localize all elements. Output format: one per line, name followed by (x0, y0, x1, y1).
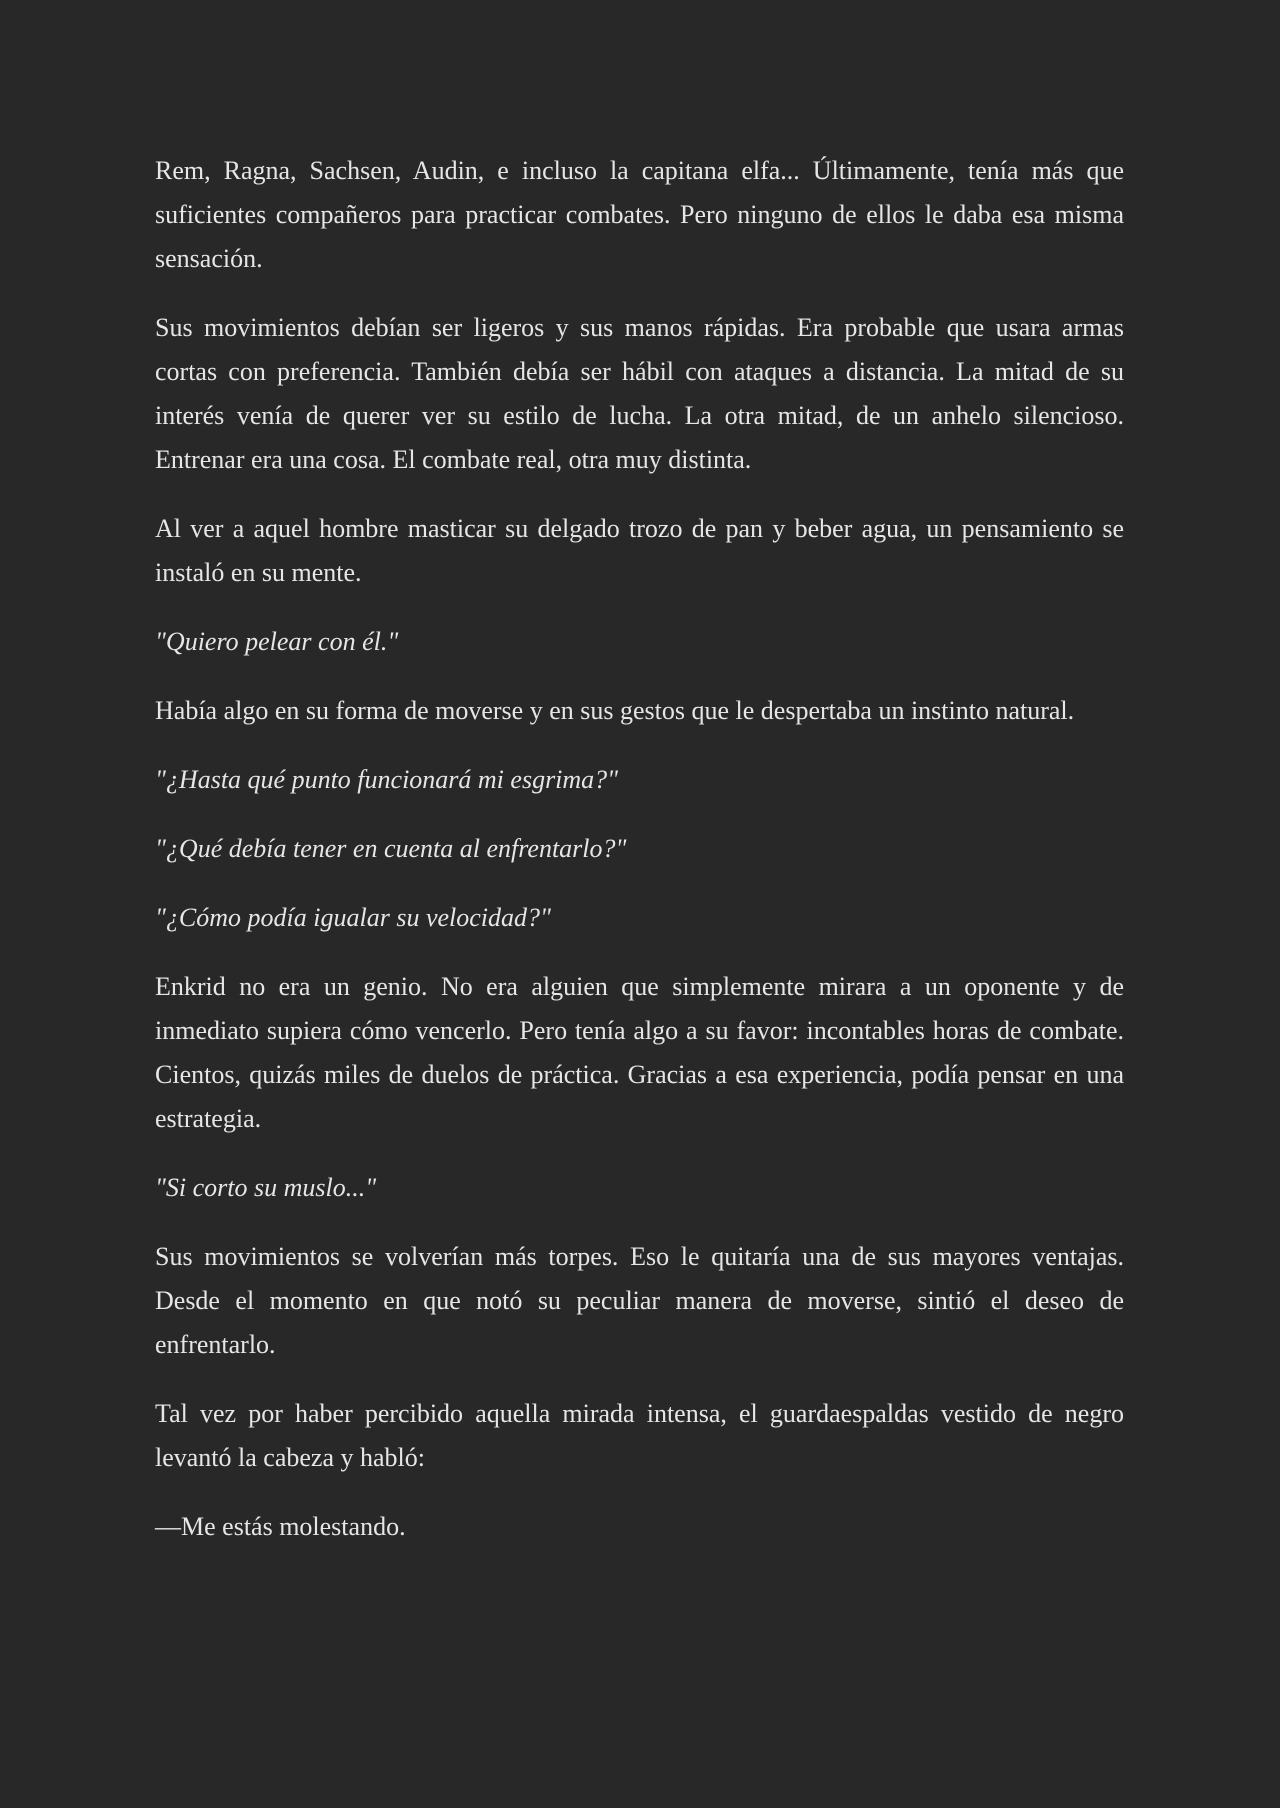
paragraph-4: Había algo en su forma de moverse y en sus gestos que le despertaba un instinto natural. (155, 696, 1075, 725)
paragraph-1: Rem, Ragna, Sachsen, Audin, e incluso la capitana elfa... Últimamente, tenía más que suficientes compañeros para practicar combates. Pero ninguno de ellos le daba esa misma sensación. (155, 156, 1124, 273)
paragraph-5: Enkrid no era un genio. No era alguien que simplemente mirara a un oponente y de inmediato supiera cómo vencerlo. Pero tenía algo a su favor: incontables horas de combate. Cientos, quizás miles de duelos de práctica. Gracias a esa experiencia, podía pensar en una estrategia. (155, 972, 1124, 1133)
paragraph-6: Sus movimientos se volverían más torpes. Eso le quitaría una de sus mayores ventajas. Desde el momento en que notó su peculiar manera de moverse, sintió el deseo de enfrentarlo. (155, 1242, 1124, 1359)
chapter-text (155, 149, 1124, 1574)
paragraph-7: Tal vez por haber percibido aquella mirada intensa, el guardaespaldas vestido de negro levantó la cabeza y habló: (155, 1399, 1124, 1472)
dialogue-line: —Me estás molestando. (155, 1512, 406, 1541)
thought-4: "¿Cómo podía igualar su velocidad?" (155, 903, 551, 932)
thought-2: "¿Hasta qué punto funcionará mi esgrima?" (155, 765, 619, 794)
paragraph-2: Sus movimientos debían ser ligeros y sus manos rápidas. Era probable que usara armas cortas con preferencia. También debía ser hábil con ataques a distancia. La mitad de su interés venía de querer ver su estilo de lucha. La otra mitad, de un anhelo silencioso. Entrenar era una cosa. El combate real, otra muy distinta. (155, 313, 1124, 474)
paragraph-3: Al ver a aquel hombre masticar su delgado trozo de pan y beber agua, un pensamiento se instaló en su mente. (155, 514, 1124, 587)
thought-3: "¿Qué debía tener en cuenta al enfrentarlo?" (155, 834, 627, 863)
thought-1: "Quiero pelear con él." (155, 627, 399, 656)
thought-5: "Si corto su muslo..." (155, 1173, 377, 1202)
